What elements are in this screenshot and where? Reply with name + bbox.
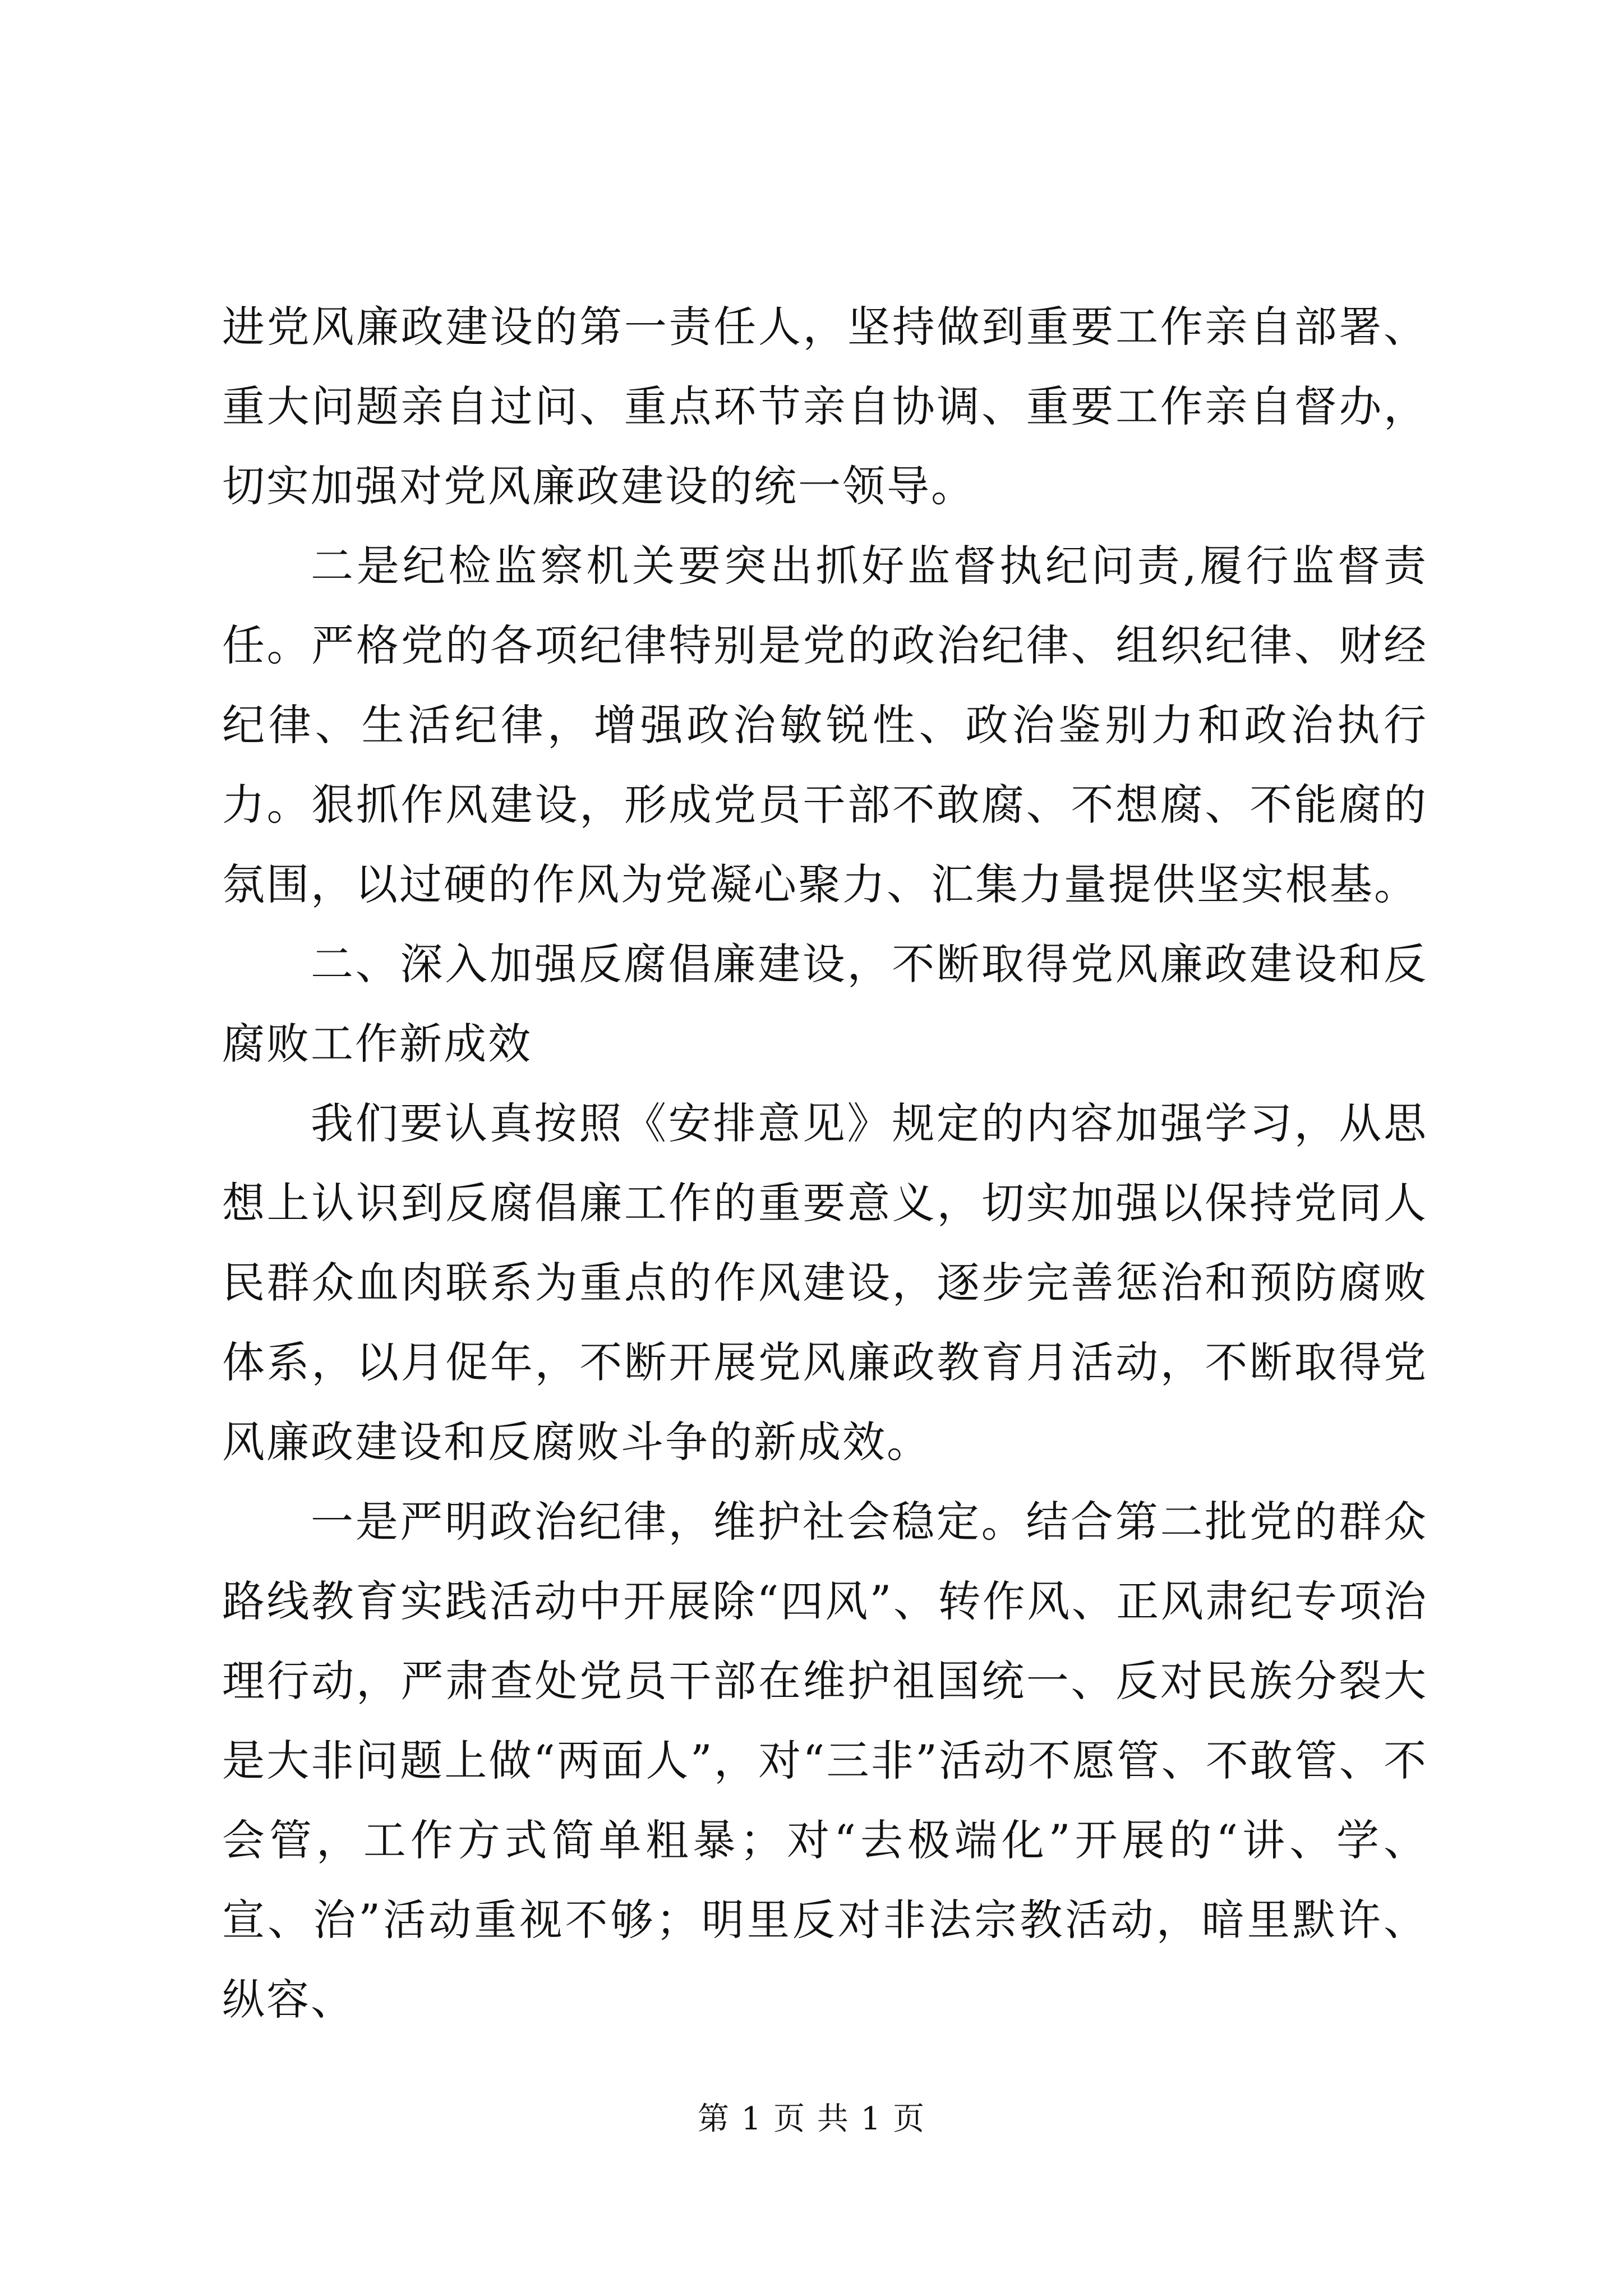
paragraph-4: 一是严明政治纪律，维护社会稳定。结合第二批党的群众路线教育实践活动中开展除“四风”、转作风、正风肃纪专项治理行动，严肃查处党员干部在维护祖国统一、反对民族分裂大是大非问题上做“两面人”，对“三非”活动不愿管、不敢管、不会管，工作方式简单粗暴；对“去极端化”开展的“讲、学、宣、治”活动重视不够；明里反对非法宗教活动，暗里默许、纵容、 <box>222 1497 1428 2024</box>
paragraph-3: 我们要认真按照《安排意见》规定的内容加强学习，从思想上认识到反腐倡廉工作的重要意义，切实加强以保持党同人民群众血肉联系为重点的作风建设，逐步完善惩治和预防腐败体系，以月促年，不断开展党风廉政教育月活动，不断取得党风廉政建设和反腐败斗争的新成效。 <box>222 1098 1428 1467</box>
page-number-label: 第 1 页 共 1 页 <box>697 2101 926 2137</box>
paragraph-1: 进党风廉政建设的第一责任人，坚持做到重要工作亲自部署、重大问题亲自过问、重点环节亲自协调、重要工作亲自督办，切实加强对党风廉政建设的统一领导。 <box>222 302 1428 511</box>
section-heading-2: 二、深入加强反腐倡廉建设，不断取得党风廉政建设和反腐败工作新成效 <box>222 939 1428 1069</box>
document-body <box>222 287 1428 2040</box>
paragraph-2: 二是纪检监察机关要突出抓好监督执纪问责,履行监督责任。严格党的各项纪律特别是党的政治纪律、组织纪律、财经纪律、生活纪律，增强政治敏锐性、政治鉴别力和政治执行力。狠抓作风建设，形成党员干部不敢腐、不想腐、不能腐的氛围，以过硬的作风为党凝心聚力、汇集力量提供坚实根基。 <box>222 541 1428 909</box>
page-footer <box>0 2097 1623 2142</box>
